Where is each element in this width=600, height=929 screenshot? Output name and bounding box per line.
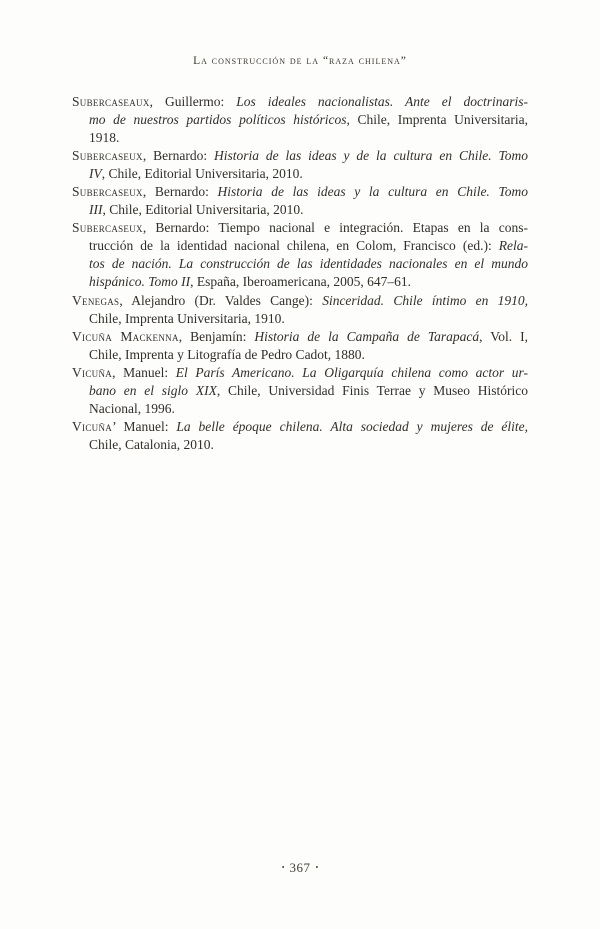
bibliography-line [72,273,528,291]
author-name: Subercaseux [72,184,143,200]
work-title: Rela- [498,238,528,254]
bibliography-entry [72,418,528,454]
citation-text: Nacional, 1996. [89,400,175,416]
footer-dot-left: • [281,862,285,872]
work-title: bano en el siglo XIX [89,382,217,398]
citation-text: , Alejandro (Dr. Valdes Cange): [119,292,323,308]
bibliography-entry [72,93,528,147]
work-title: La belle époque chilena. Alta sociedad y mujeres de élite, [176,418,528,434]
citation-text: trucción de la identidad nacional chilena, en Colom, Francisco (ed.): [89,238,499,254]
citation-text: , Chile, Universidad Finis Terrae y Museo Histórico [216,382,529,398]
work-title: III [89,202,103,218]
bibliography-line [72,418,528,436]
bibliography-line [72,436,528,454]
running-header: La construcción de la “raza chilena” [193,55,407,67]
bibliography-line [72,219,528,237]
bibliography-line [72,237,528,255]
bibliography-line [72,328,528,346]
author-name: Vicuña Mackenna [72,328,179,344]
bibliography-line [72,183,528,201]
bibliography-line [72,255,528,273]
citation-text: 1918. [89,130,120,146]
bibliography [72,93,528,454]
author-name: Subercaseaux [72,94,150,109]
citation-text: , Bernardo: [142,148,214,164]
bibliography-entry [72,328,528,364]
citation-text: , Bernardo: Tiempo nacional e integración. Etapas en la cons- [142,220,528,236]
citation-text: , Chile, Editorial Universitaria, 2010. [101,166,303,182]
citation-text: Chile, Imprenta Universitaria, 1910. [89,310,285,326]
author-name: Subercaseux [72,220,143,236]
bibliography-entry [72,219,528,291]
citation-text: , Vol. I, [479,328,529,344]
bibliography-line [72,129,528,147]
bibliography-line [72,201,528,219]
work-title: Historia de la Campaña de Tarapacá [254,328,480,344]
citation-text: , España, Iberoamericana, 2005, 647–61. [190,274,411,290]
author-name: Venegas [72,292,120,308]
citation-text: Chile, Imprenta y Litografía de Pedro Cadot, 1880. [89,346,365,362]
work-title: IV [89,166,102,182]
citation-text: , Chile, Editorial Universitaria, 2010. [102,202,304,218]
bibliography-line [72,292,528,310]
bibliography-line [72,364,528,382]
work-title: Los ideales nacionalistas. Ante el doctrinaris- [236,94,528,109]
work-title: tos de nación. La construcción de las identidades nacionales en el mundo [89,256,528,272]
citation-text: Chile, Catalonia, 2010. [89,436,214,452]
citation-text: , Guillermo: [149,94,237,109]
page-number: 367 [289,860,311,875]
author-name: Vicuña [72,418,113,434]
page-footer [0,860,600,876]
bibliography-line [72,93,528,111]
bibliography-line [72,346,528,364]
bibliography-line [72,165,528,183]
bibliography-entry [72,364,528,418]
footer-dot-right: • [315,862,319,872]
bibliography-line [72,310,528,328]
citation-text: , Chile, Imprenta Universitaria, [346,112,528,128]
author-name: Subercaseux [72,148,143,164]
work-title: mo de nuestros partidos políticos históricos [89,112,347,128]
bibliography-entry [72,147,528,183]
work-title: hispánico. Tomo II [89,274,191,290]
bibliography-line [72,400,528,418]
bibliography-entry [72,183,528,219]
bibliography-line [72,111,528,129]
work-title: Historia de las ideas y de la cultura en Chile. Tomo [213,148,528,164]
citation-text: , Manuel: [112,364,176,380]
work-title: Historia de las ideas y la cultura en Chile. Tomo [217,184,529,200]
bibliography-line [72,382,528,400]
bibliography-line [72,147,528,165]
work-title: Sinceridad. Chile íntimo en 1910, [322,292,529,308]
bibliography-entry [72,292,528,328]
citation-text: ’ Manuel: [112,418,177,434]
citation-text: , Benjamín: [178,328,255,344]
work-title: El París Americano. La Oligarquía chilena como actor ur- [175,364,528,380]
citation-text: , Bernardo: [142,184,218,200]
author-name: Vicuña [72,364,113,380]
